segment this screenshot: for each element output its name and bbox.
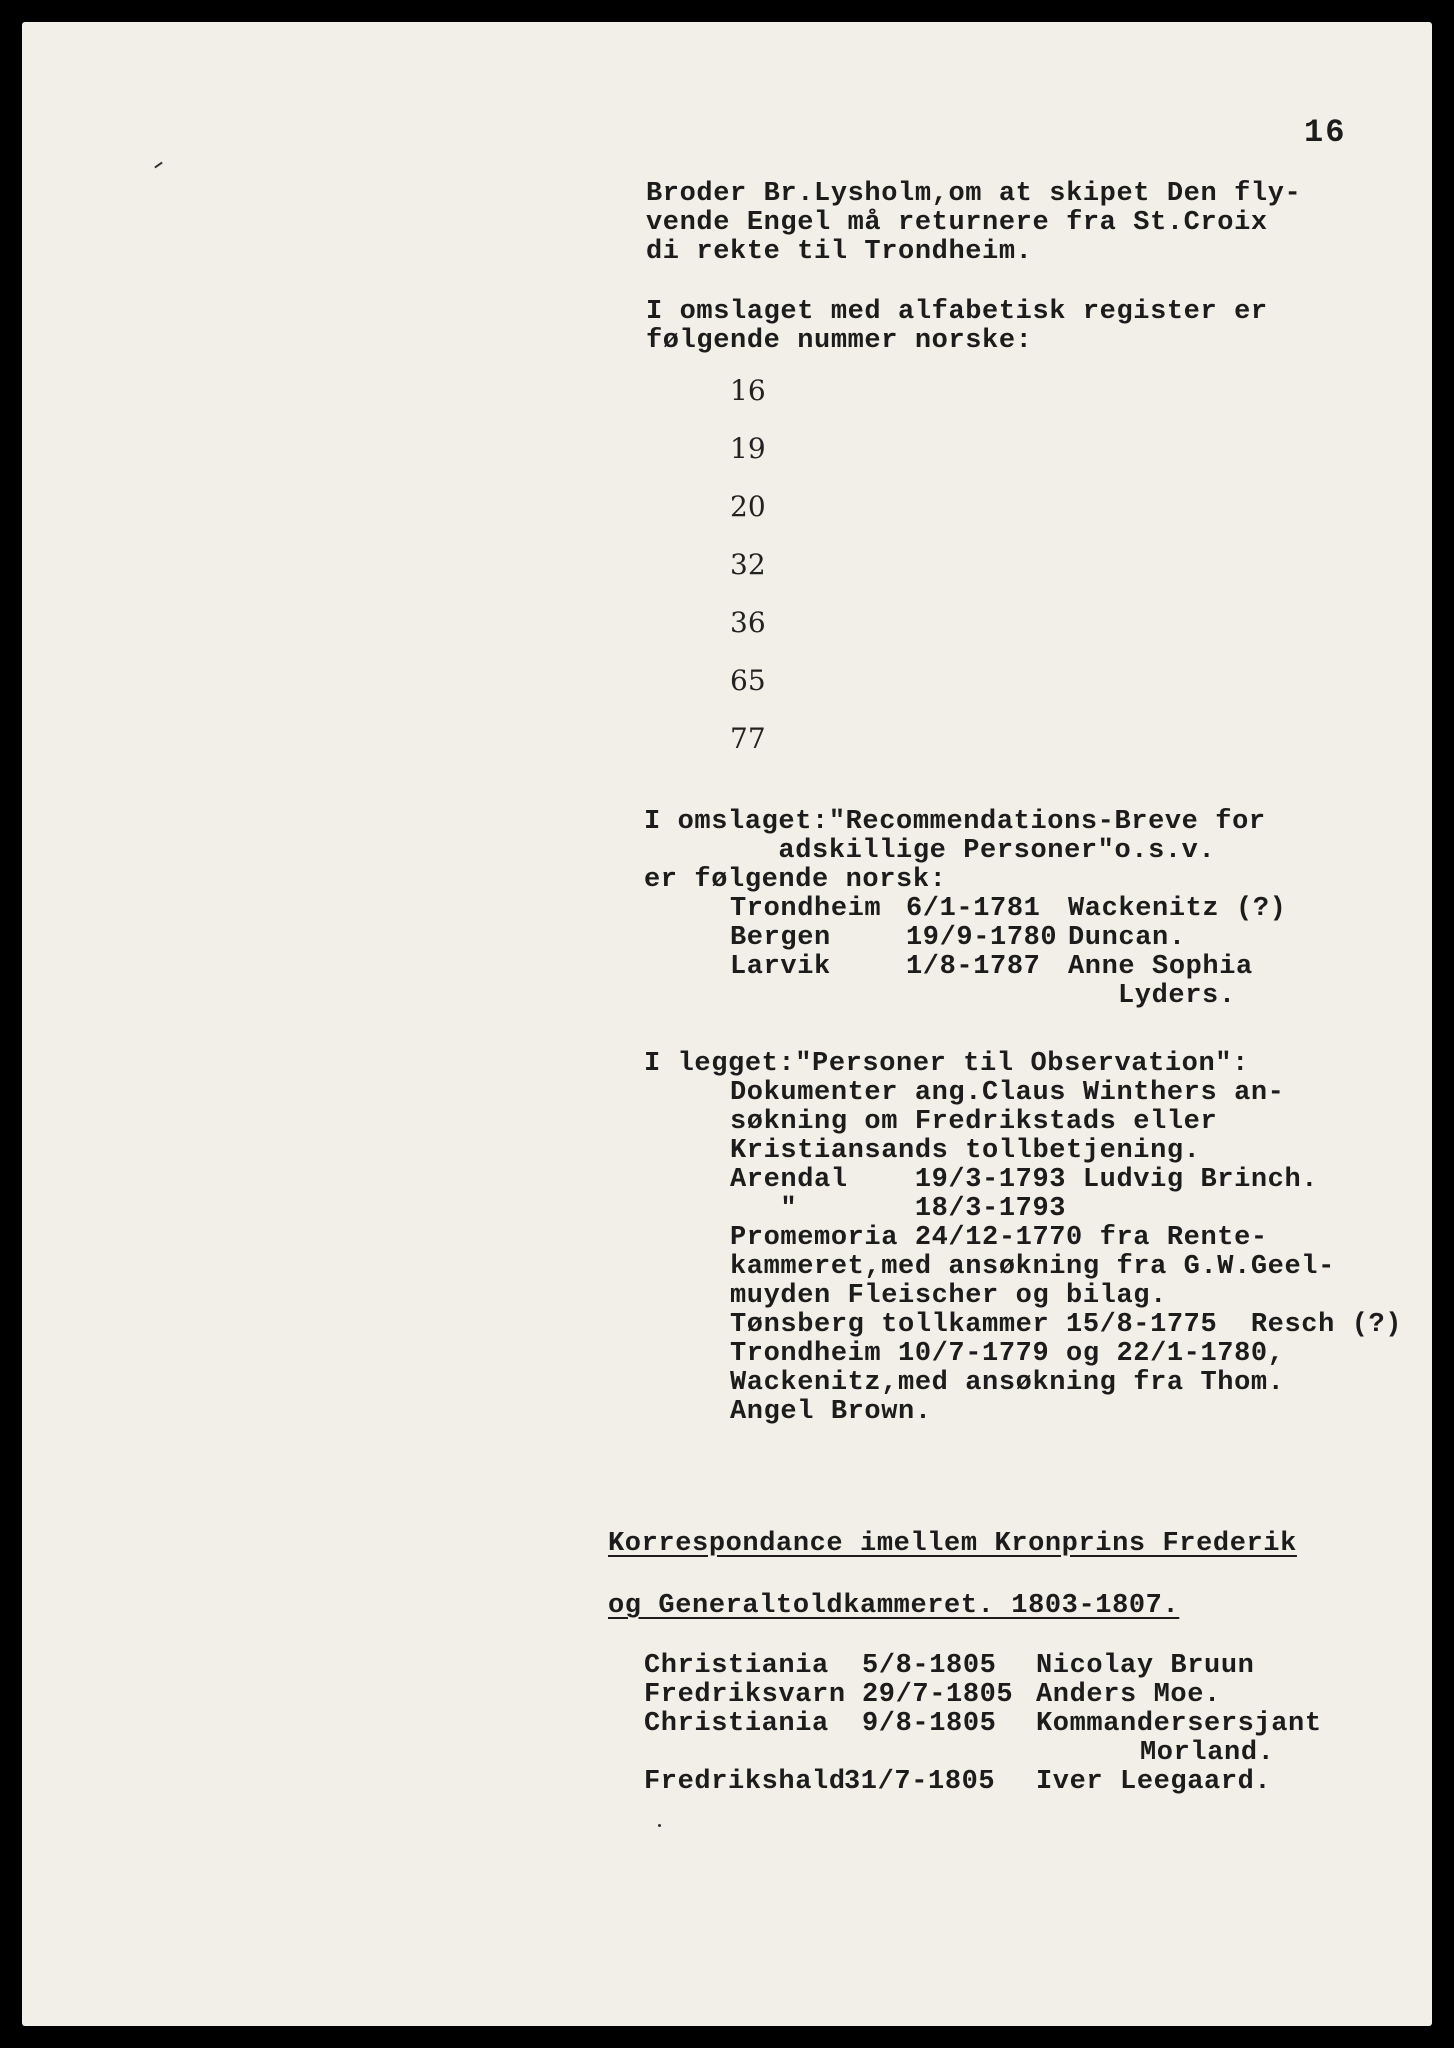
correspondence-place: Fredriksvarn bbox=[644, 1680, 846, 1710]
register-line: I omslaget med alfabetisk register er bbox=[646, 297, 1268, 327]
recommendation-line: er følgende norsk: bbox=[644, 865, 947, 895]
entry-place: Trondheim bbox=[730, 894, 882, 924]
correspondence-name: Anders Moe. bbox=[1036, 1680, 1221, 1710]
register-number: 36 bbox=[730, 606, 766, 639]
entry-place: Bergen bbox=[730, 923, 831, 953]
observation-line: Promemoria 24/12-1770 fra Rente- bbox=[730, 1223, 1268, 1253]
correspondence-date: 9/8-1805 bbox=[862, 1709, 997, 1739]
observation-line: Kristiansands tollbetjening. bbox=[730, 1136, 1201, 1166]
correspondence-place: Christiania bbox=[644, 1651, 829, 1681]
observation-line: kammeret,med ansøkning fra G.W.Geel- bbox=[730, 1252, 1335, 1282]
recommendation-line: adskillige Personer"o.s.v. bbox=[644, 836, 1216, 866]
entry-date: 1/8-1787 bbox=[906, 952, 1041, 982]
correspondence-name: Nicolay Bruun bbox=[1036, 1651, 1255, 1681]
register-number: 16 bbox=[730, 374, 766, 407]
register-number: 32 bbox=[730, 548, 766, 581]
register-number: 77 bbox=[730, 722, 766, 755]
observation-line: søkning om Fredrikstads eller bbox=[730, 1107, 1218, 1137]
register-line: følgende nummer norske: bbox=[646, 326, 1033, 356]
observation-line: Angel Brown. bbox=[730, 1397, 932, 1427]
correspondence-date: 5/8-1805 bbox=[862, 1651, 997, 1681]
entry-name: Anne Sophia bbox=[1068, 952, 1253, 982]
correspondence-date: 31/7-1805 bbox=[844, 1767, 996, 1797]
intro-line: vende Engel må returnere fra St.Croix bbox=[646, 208, 1268, 238]
correspondence-name-continued: Morland. bbox=[1140, 1738, 1275, 1768]
entry-name: Wackenitz (?) bbox=[1068, 894, 1287, 924]
observation-line: Trondheim 10/7-1779 og 22/1-1780, bbox=[730, 1339, 1285, 1369]
correspondence-place: Christiania bbox=[644, 1709, 829, 1739]
observation-line: muyden Fleischer og bilag. bbox=[730, 1281, 1167, 1311]
correspondence-name: Kommandersersjant bbox=[1036, 1709, 1322, 1739]
register-number: 19 bbox=[730, 432, 766, 465]
observation-line: " 18/3-1793 bbox=[730, 1194, 1067, 1224]
register-number: 65 bbox=[730, 664, 766, 697]
observation-heading: I legget:"Personer til Observation": bbox=[644, 1049, 1249, 1079]
entry-date: 6/1-1781 bbox=[906, 894, 1041, 924]
page-number: 16 bbox=[1304, 114, 1347, 151]
entry-date: 19/9-1780 bbox=[906, 923, 1058, 953]
correspondence-date: 29/7-1805 bbox=[862, 1680, 1014, 1710]
correspondence-name: Iver Leegaard. bbox=[1036, 1767, 1272, 1797]
document-page bbox=[22, 22, 1432, 2026]
intro-line: di rekte til Trondheim. bbox=[646, 237, 1033, 267]
intro-line: Broder Br.Lysholm,om at skipet Den fly- bbox=[646, 179, 1302, 209]
correspondence-title: og Generaltoldkammeret. 1803-1807. bbox=[608, 1591, 1180, 1621]
correspondence-place: Fredrikshald bbox=[644, 1767, 846, 1797]
register-number: 20 bbox=[730, 490, 766, 523]
observation-line: Dokumenter ang.Claus Winthers an- bbox=[730, 1078, 1285, 1108]
observation-line: Arendal 19/3-1793 Ludvig Brinch. bbox=[730, 1165, 1319, 1195]
ink-dot bbox=[658, 1824, 661, 1827]
recommendation-line: I omslaget:"Recommendations-Breve for bbox=[644, 807, 1266, 837]
pen-mark bbox=[154, 162, 163, 169]
entry-name: Duncan. bbox=[1068, 923, 1186, 953]
entry-place: Larvik bbox=[730, 952, 831, 982]
observation-line: Tønsberg tollkammer 15/8-1775 Resch (?) bbox=[730, 1310, 1403, 1340]
correspondence-title: Korrespondance imellem Kronprins Frederik bbox=[608, 1529, 1297, 1559]
observation-line: Wackenitz,med ansøkning fra Thom. bbox=[730, 1368, 1285, 1398]
entry-name-continued: Lyders. bbox=[1118, 981, 1236, 1011]
